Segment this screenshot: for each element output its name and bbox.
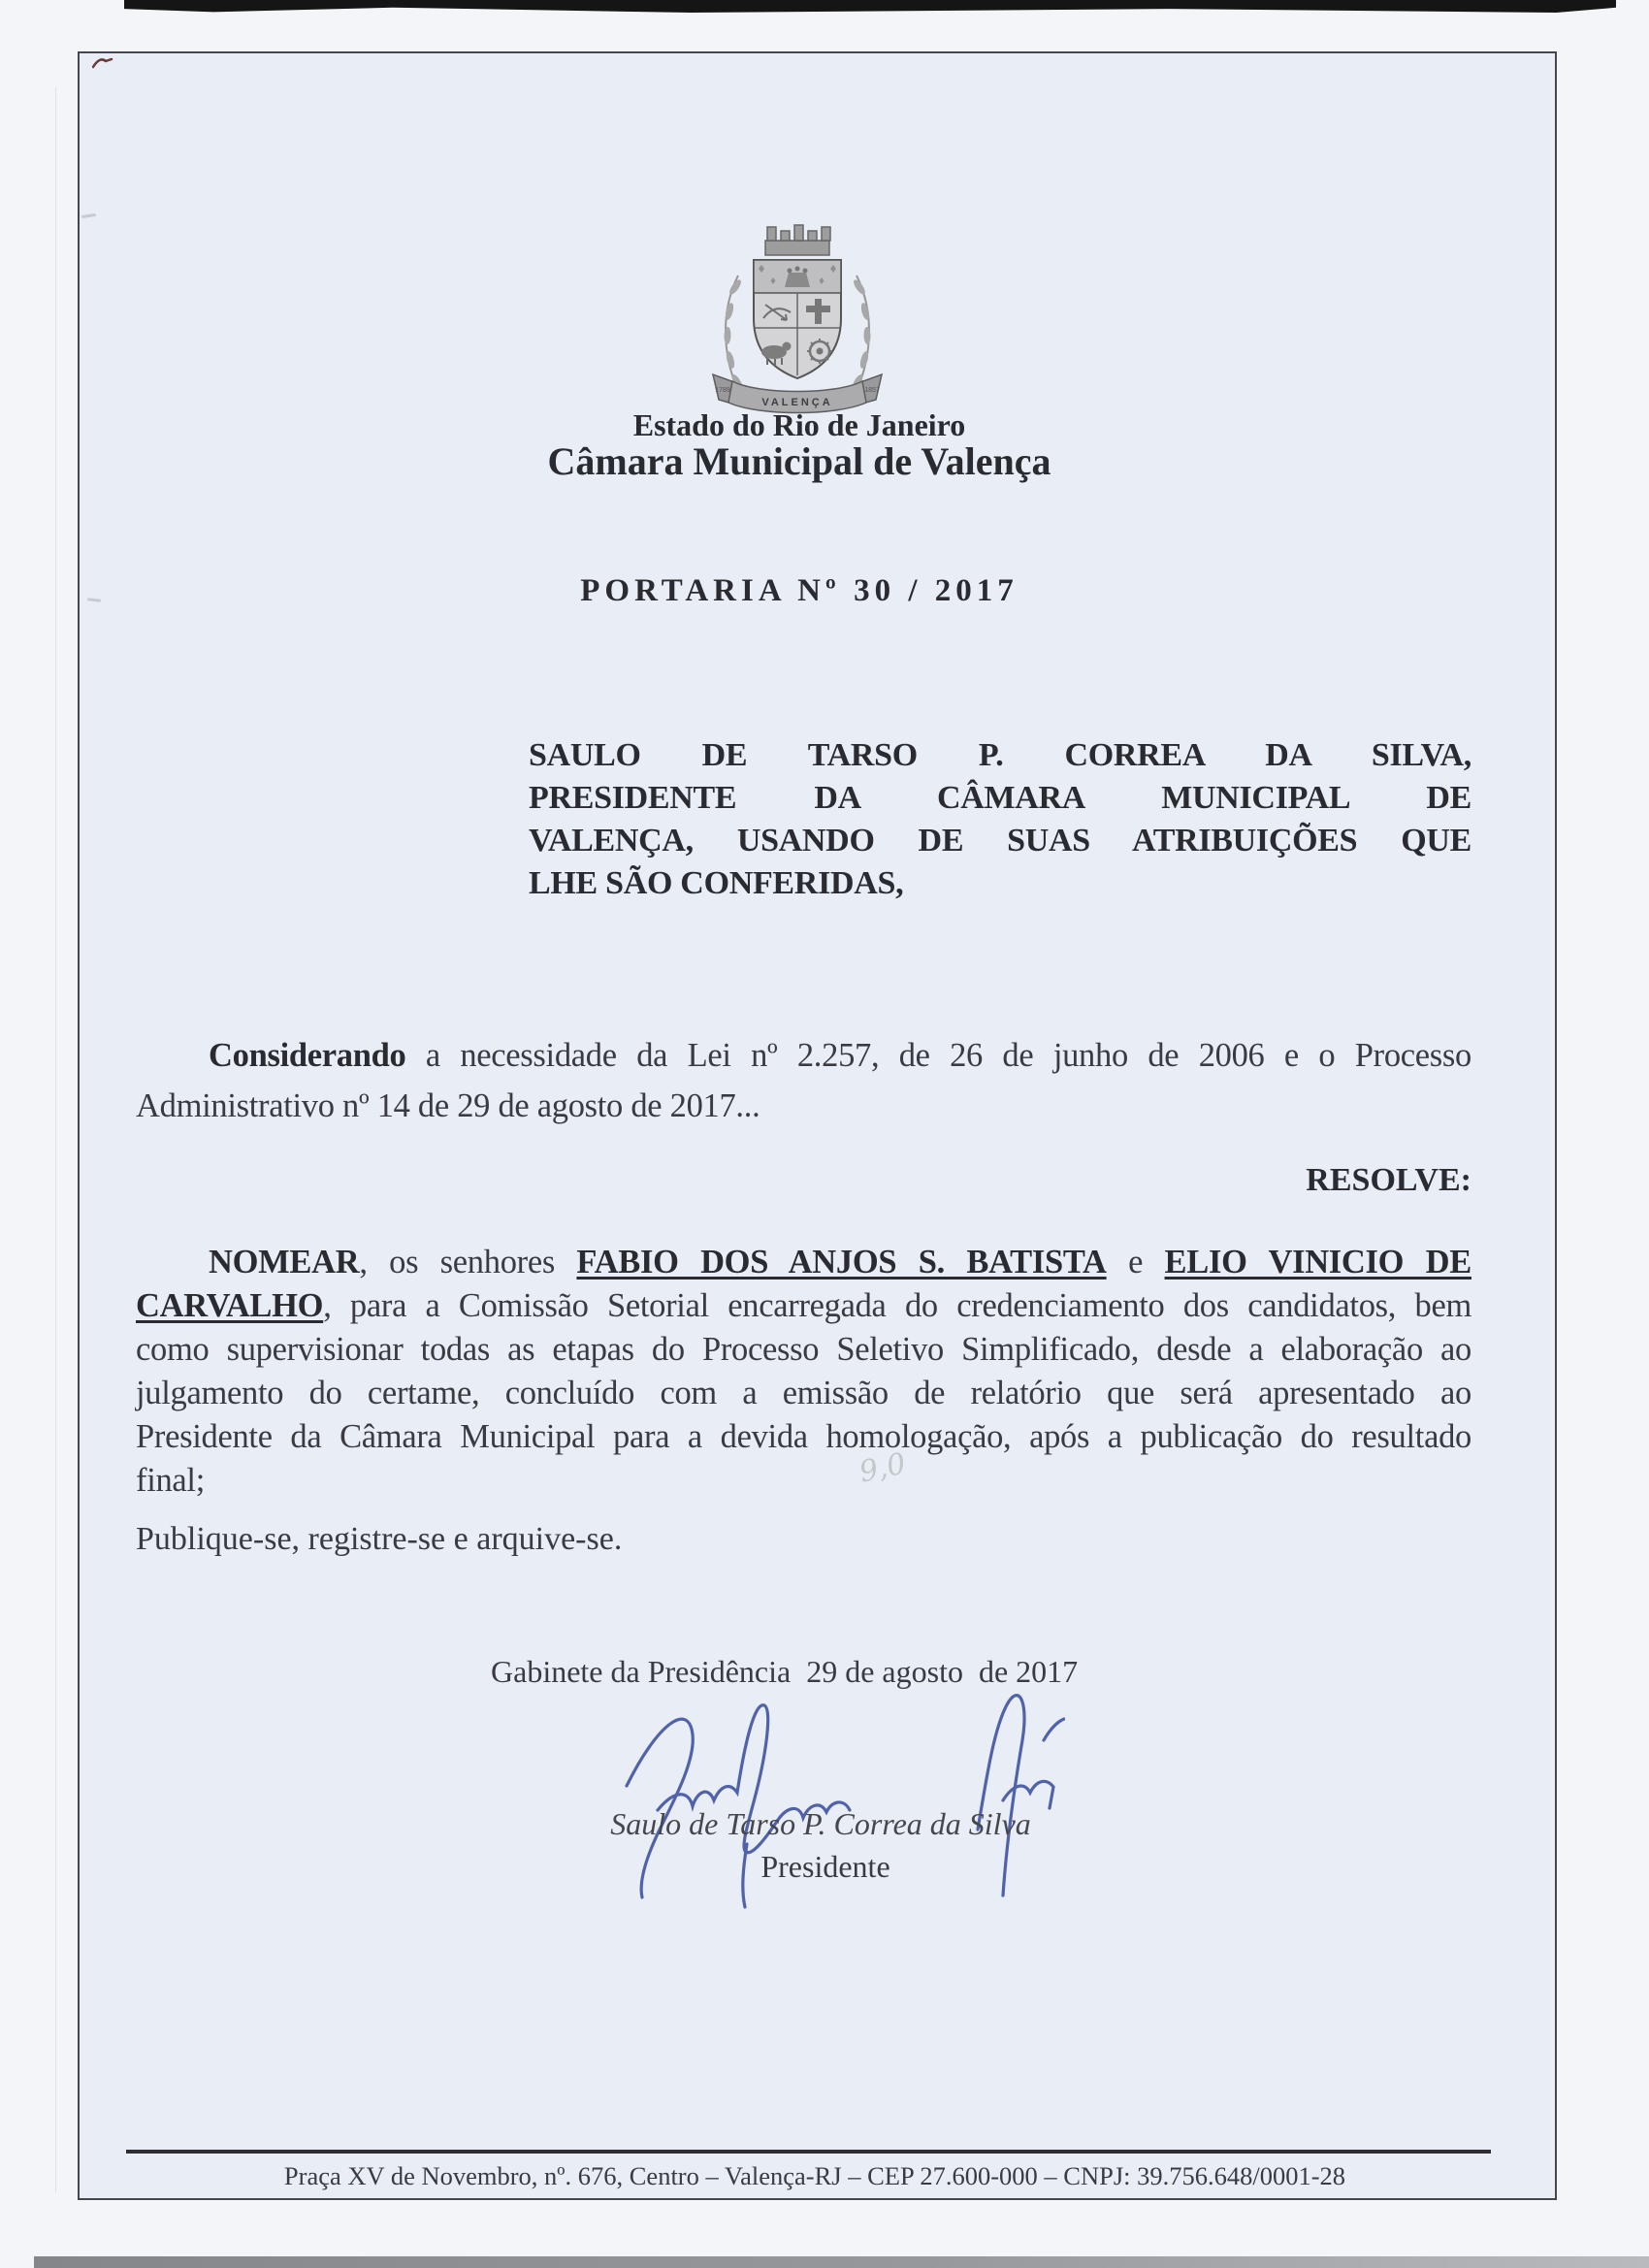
signer-role: Presidente [760, 1849, 890, 1884]
considering-paragraph [136, 1030, 1471, 1131]
mural-crown [765, 225, 830, 255]
paper-fold-line [55, 87, 56, 2192]
paragraph-line: CARVALHO, para a Comissão Setorial encarregada do credenciamento dos candidatos, bem [136, 1287, 1471, 1324]
banner-year-left: 1789 [715, 387, 730, 394]
scan-edge-top [124, 0, 1616, 13]
paragraph-line: LHE SÃO CONFERIDAS, [529, 865, 904, 901]
footer-rule [126, 2150, 1491, 2154]
paragraph-line: PRESIDENTE DA CÂMARA MUNICIPAL DE [529, 780, 1471, 816]
shield [754, 260, 841, 378]
pencil-note: 9,0 [856, 1446, 909, 1490]
scan-edge-bottom [34, 2256, 1649, 2268]
paragraph-line: NOMEAR, os senhores FABIO DOS ANJOS S. BATISTA e ELIO VINICIO DE [209, 1244, 1471, 1280]
document-title: PORTARIA Nº 30 / 2017 [580, 573, 1018, 608]
paragraph-line: final; [136, 1462, 206, 1499]
valenca-coat-of-arms [705, 219, 889, 423]
footer-address: Praça XV de Novembro, nº. 676, Centro – Valença-RJ – CEP 27.600-000 – CNPJ: 39.756.648/0001-28 [283, 2161, 1346, 2190]
paragraph-line: VALENÇA, USANDO DE SUAS ATRIBUIÇÕES QUE [529, 823, 1471, 859]
letterhead-state: Estado do Rio de Janeiro [632, 407, 966, 442]
paragraph-line: Presidente da Câmara Municipal para a devida homologação, após a publicação do resultado [136, 1418, 1471, 1455]
pen-mark [92, 54, 113, 70]
letterhead-municipality: Câmara Municipal de Valença [547, 439, 1051, 483]
banner-name: VALENÇA [761, 397, 833, 408]
paragraph-line: como supervisionar todas as etapas do Processo Seletivo Simplificado, desde a elaboração ao [136, 1331, 1471, 1368]
paragraph-line: Administrativo nº 14 de 29 de agosto de 2017... [136, 1087, 760, 1124]
appointment-paragraph [136, 1241, 1471, 1503]
paragraph-line: Considerando a necessidade da Lei nº 2.257, de 26 de junho de 2006 e o Processo [209, 1037, 1471, 1074]
dateline: Gabinete da Presidência 29 de agosto de 2017 [491, 1654, 1079, 1689]
paragraph-line: SAULO DE TARSO P. CORREA DA SILVA, [529, 737, 1471, 773]
preamble-paragraph [529, 734, 1471, 905]
closing-line: Publique-se, registre-se e arquive-se. [136, 1521, 623, 1557]
banner-year-right: 1857 [864, 387, 880, 394]
signer-name: Saulo de Tarso P. Correa da Silva [610, 1806, 1031, 1841]
paragraph-line: julgamento do certame, concluído com a emissão de relatório que será apresentado ao [136, 1375, 1471, 1411]
coronet [785, 273, 810, 287]
resolve-label: RESOLVE: [1306, 1162, 1471, 1198]
